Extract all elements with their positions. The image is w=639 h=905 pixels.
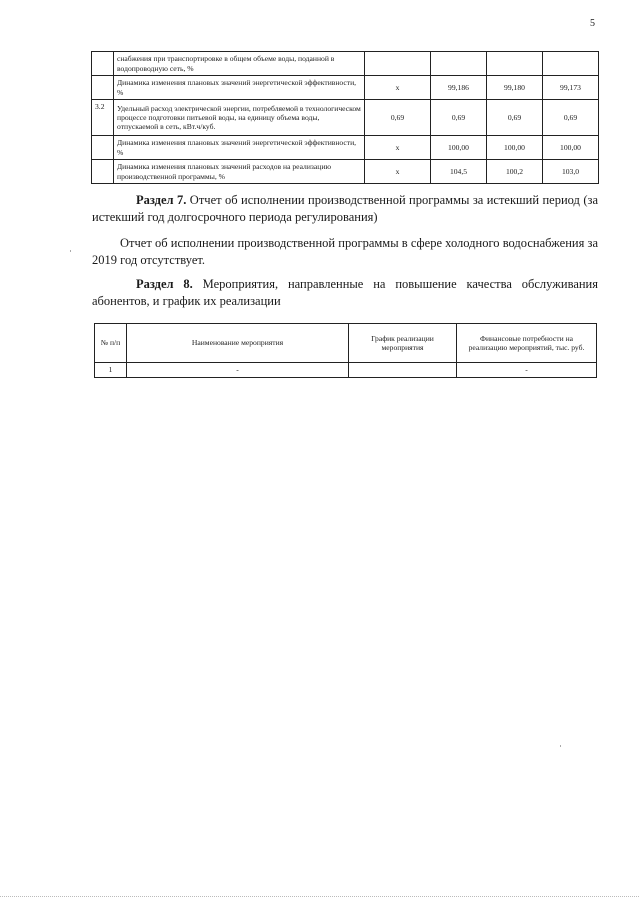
table-header-row [95,324,597,363]
value-cell: 104,5 [431,160,487,184]
value-cell [365,52,431,76]
row-number [92,136,114,160]
value-cell: х [365,76,431,100]
header-finance: Финансовые потребности на реализацию мероприятий, тыс. руб. [457,324,597,363]
section-8-title: Мероприятия, направленные на повышение качества обслуживания абонентов, и график их реализации [92,277,598,308]
section-8-heading [92,276,598,310]
measure-name: - [127,363,349,378]
header-name: Наименование мероприятия [127,324,349,363]
value-cell [431,52,487,76]
value-cell [487,52,543,76]
section-8-label: Раздел 8. [136,277,193,291]
value-cell: 0,69 [365,100,431,136]
value-cell: 100,00 [543,136,599,160]
scan-speck [70,250,71,252]
value-cell: 99,173 [543,76,599,100]
measure-finance: - [457,363,597,378]
value-cell [543,52,599,76]
section-7-heading [92,192,598,226]
table-row [92,160,599,184]
service-quality-measures-table [94,323,597,378]
table-row [95,363,597,378]
section-7-title: Отчет об исполнении производственной программы за истекший период (за истекший год долгосрочного периода регулирования) [92,193,598,224]
report-absent-text: Отчет об исполнении производственной программы в сфере холодного водоснабжения за 2019 год отсутствует. [92,236,598,267]
header-num: № п/п [95,324,127,363]
indicator-name: Динамика изменения плановых значений энергетической эффективности, % [114,76,365,100]
section-7-label: Раздел 7. [136,193,187,207]
row-number [92,76,114,100]
scan-speck [560,745,561,747]
row-number [92,160,114,184]
header-schedule: График реализации мероприятия [349,324,457,363]
row-number [92,52,114,76]
table-row [92,52,599,76]
table-row [92,136,599,160]
energy-efficiency-table [91,51,599,184]
indicator-name: снабжения при транспортировке в общем объеме воды, поданной в водопроводную сеть, % [114,52,365,76]
indicator-name: Динамика изменения плановых значений энергетической эффективности, % [114,136,365,160]
row-number: 3.2 [92,100,114,136]
page-number: 5 [590,18,595,29]
table-row [92,76,599,100]
row-number: 1 [95,363,127,378]
indicator-name: Удельный расход электрической энергии, потребляемой в технологическом процессе подготовки питьевой воды, на единицу объема воды, отпускаемой в сеть, кВт.ч/куб. [114,100,365,136]
value-cell: х [365,160,431,184]
value-cell: 103,0 [543,160,599,184]
value-cell: 99,186 [431,76,487,100]
value-cell: 100,2 [487,160,543,184]
scan-edge-line [0,896,639,897]
value-cell: 0,69 [543,100,599,136]
value-cell: 100,00 [487,136,543,160]
value-cell: 0,69 [431,100,487,136]
value-cell: х [365,136,431,160]
value-cell: 0,69 [487,100,543,136]
indicator-name: Динамика изменения плановых значений расходов на реализацию производственной программы, % [114,160,365,184]
value-cell: 100,00 [431,136,487,160]
table-row [92,100,599,136]
value-cell: 99,180 [487,76,543,100]
measure-schedule [349,363,457,378]
